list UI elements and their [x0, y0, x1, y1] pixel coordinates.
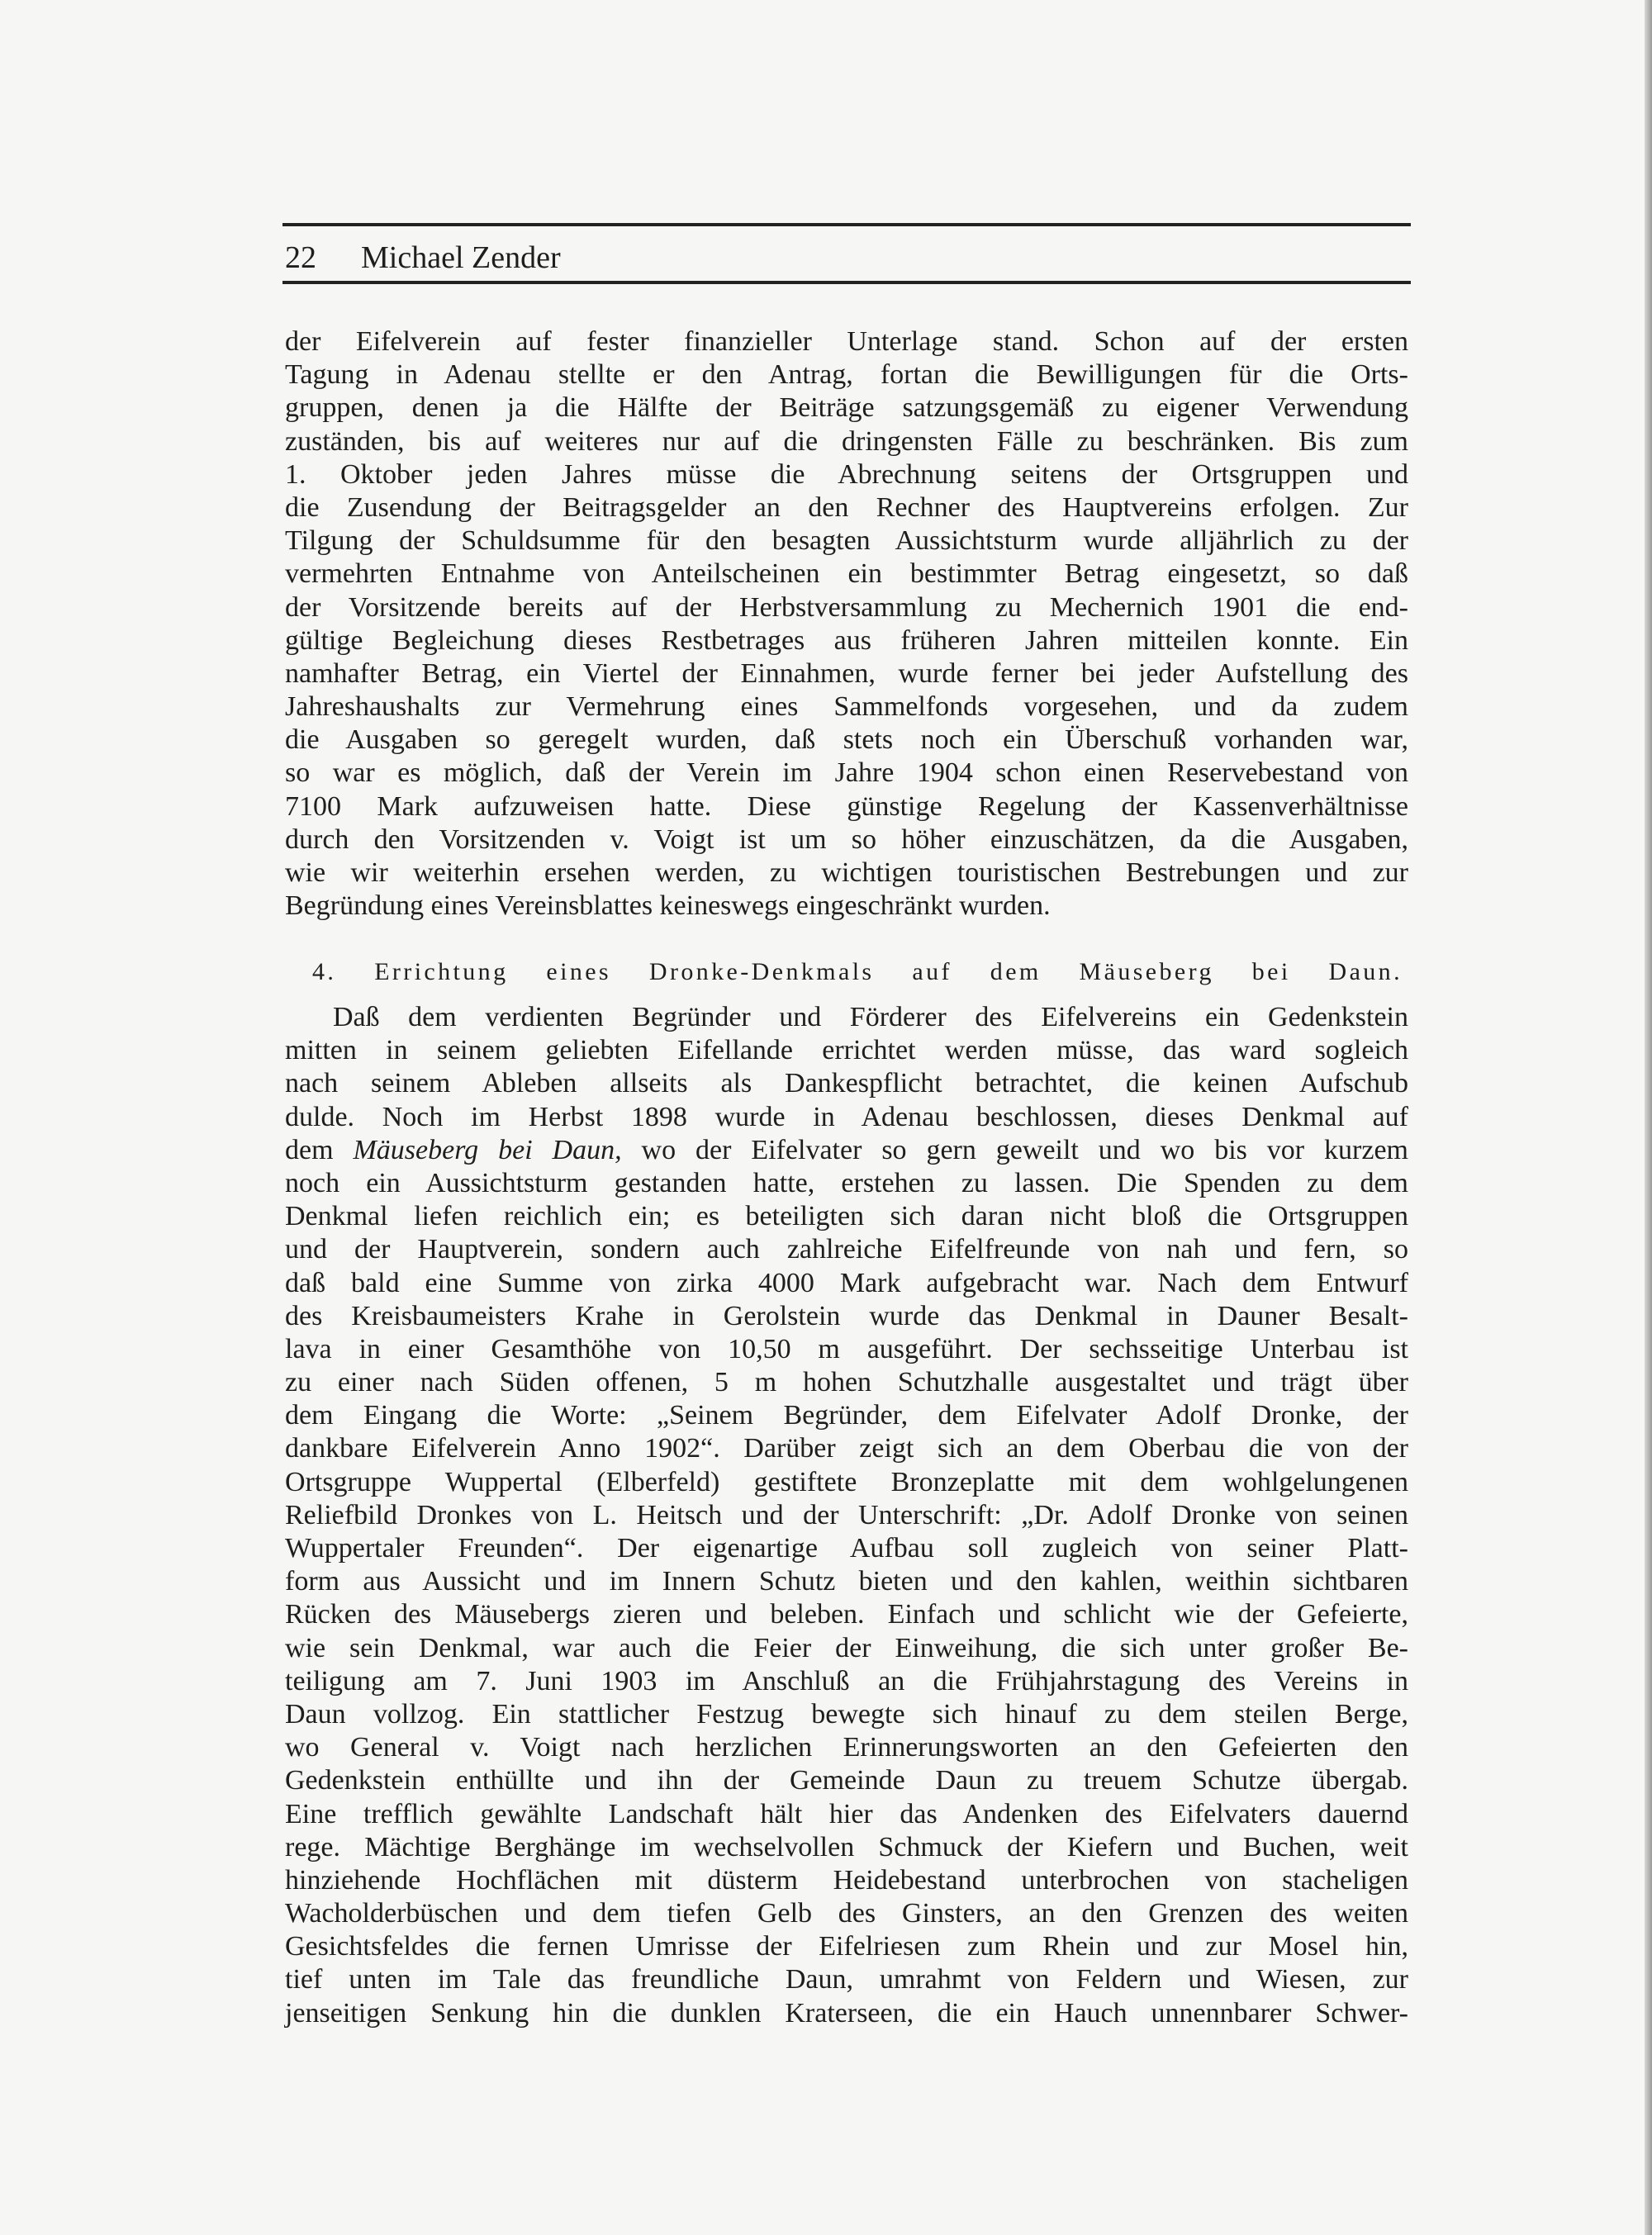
text-line: form aus Aussicht und im Innern Schutz bieten und den kahlen, weithin sichtbaren — [285, 1566, 1408, 1597]
text-line: mitten in seinem geliebten Eifellande errichtet werden müsse, das ward sogleich — [285, 1035, 1408, 1066]
text-line: namhafter Betrag, ein Viertel der Einnahmen, wurde ferner bei jeder Aufstellung des — [285, 657, 1408, 689]
text-line: wie wir weiterhin ersehen werden, zu wichtigen touristischen Bestrebungen und zur — [285, 857, 1408, 888]
text-line: wie sein Denkmal, war auch die Feier der Einweihung, die sich unter großer Be- — [285, 1632, 1408, 1663]
text-line: Tilgung der Schuldsumme für den besagten Aussichtsturm wurde alljährlich zu der — [285, 525, 1408, 557]
text-line: Daß dem verdienten Begründer und Förderer des Eifelvereins ein Gedenkstein — [333, 1002, 1408, 1032]
text-line: und der Hauptverein, sondern auch zahlreiche Eifelfreunde von nah und fern, so — [285, 1234, 1408, 1265]
text-line: Ortsgruppe Wuppertal (Elberfeld) gestiftete Bronzeplatte mit dem wohlgelungenen — [285, 1466, 1408, 1497]
page-edge-shadow — [1645, 0, 1652, 2235]
text-line: gruppen, denen ja die Hälfte der Beiträge satzungsgemäß zu eigener Verwendung — [285, 392, 1408, 424]
text-line: Wuppertaler Freunden“. Der eigenartige Aufbau soll zugleich von seiner Platt- — [285, 1533, 1408, 1564]
text-line: Jahreshaushalts zur Vermehrung eines Sammelfonds vorgesehen, und da zudem — [285, 691, 1408, 723]
text-line: vermehrten Entnahme von Anteilscheinen ein bestimmter Betrag eingesetzt, so daß — [285, 558, 1408, 590]
text-line: Gesichtsfeldes die fernen Umrisse der Eifelriesen zum Rhein und zur Mosel hin, — [285, 1931, 1408, 1962]
text-line: daß bald eine Summe von zirka 4000 Mark aufgebracht war. Nach dem Entwurf — [285, 1267, 1408, 1298]
text-line: rege. Mächtige Berghänge im wechselvollen Schmuck der Kiefern und Buchen, weit — [285, 1831, 1408, 1862]
text-line: 7100 Mark aufzuweisen hatte. Diese günstige Regelung der Kassenverhältnisse — [285, 790, 1408, 822]
text-line: Begründung eines Vereinsblattes keineswegs eingeschränkt wurden. — [285, 890, 1051, 922]
text-line: zuständen, bis auf weiteres nur auf die dringensten Fälle zu beschränken. Bis zum — [285, 425, 1408, 457]
text-line: dem Eingang die Worte: „Seinem Begründer, dem Eifelvater Adolf Dronke, der — [285, 1400, 1408, 1431]
text-segment: wo der Eifelvater so gern geweilt und wo bis vor kurzem — [621, 1134, 1409, 1165]
text-line: 1. Oktober jeden Jahres müsse die Abrechnung seitens der Ortsgruppen und — [285, 458, 1408, 490]
text-line: nach seinem Ableben allseits als Dankespflicht betrachtet, die keinen Aufschub — [285, 1068, 1408, 1099]
text-line: die Zusendung der Beitragsgelder an den Rechner des Hauptvereins erfolgen. Zur — [285, 491, 1408, 523]
text-line: der Vorsitzende bereits auf der Herbstversammlung zu Mechernich 1901 die end- — [285, 591, 1408, 623]
text-line: dankbare Eifelverein Anno 1902“. Darüber zeigt sich an dem Oberbau die von der — [285, 1433, 1408, 1464]
text-line: wo General v. Voigt nach herzlichen Erinnerungsworten an den Gefeierten den — [285, 1732, 1408, 1763]
text-line: tief unten im Tale das freundliche Daun, umrahmt von Feldern und Wiesen, zur — [285, 1964, 1408, 1995]
text-line: Wacholderbüschen und dem tiefen Gelb des Ginsters, an den Grenzen des weiten — [285, 1898, 1408, 1929]
text-line: die Ausgaben so geregelt wurden, daß stets noch ein Überschuß vorhanden war, — [285, 724, 1408, 756]
text-line: dulde. Noch im Herbst 1898 wurde in Adenau beschlossen, dieses Denkmal auf — [285, 1101, 1408, 1132]
text-line: Daun vollzog. Ein stattlicher Festzug bewegte sich hinauf zu dem steilen Berge, — [285, 1698, 1408, 1730]
running-author: Michael Zender — [361, 240, 561, 275]
text-line: Tagung in Adenau stellte er den Antrag, fortan die Bewilligungen für die Orts- — [285, 359, 1408, 391]
text-line: teiligung am 7. Juni 1903 im Anschluß an die Frühjahrstagung des Vereins in — [285, 1665, 1408, 1696]
text-segment: dem — [285, 1134, 354, 1165]
text-line: noch ein Aussichtsturm gestanden hatte, erstehen zu lassen. Die Spenden zu dem — [285, 1167, 1408, 1198]
page-number: 22 — [285, 240, 316, 275]
text-line — [285, 1134, 1408, 1167]
paragraph-1 — [285, 325, 1408, 923]
paragraph-2 — [285, 1001, 1408, 2030]
text-line: Reliefbild Dronkes von L. Heitsch und der Unterschrift: „Dr. Adolf Dronke von seinen — [285, 1499, 1408, 1530]
text-line: Eine trefflich gewählte Landschaft hält hier das Andenken des Eifelvaters dauernd — [285, 1798, 1408, 1829]
text-line: so war es möglich, daß der Verein im Jahre 1904 schon einen Reservebestand von — [285, 757, 1408, 789]
text-line: hinziehende Hochflächen mit düsterm Heidebestand unterbrochen von stacheligen — [285, 1864, 1408, 1896]
text-line: zu einer nach Süden offenen, 5 m hohen Schutzhalle ausgestaltet und trägt über — [285, 1367, 1408, 1398]
text-line: der Eifelverein auf fester finanzieller Unterlage stand. Schon auf der ersten — [285, 326, 1408, 357]
text-line: durch den Vorsitzenden v. Voigt ist um so höher einzuschätzen, da die Ausgaben, — [285, 823, 1408, 855]
text-line: jenseitigen Senkung hin die dunklen Kraterseen, die ein Hauch unnennbarer Schwer- — [285, 1997, 1408, 2029]
text-line: Rücken des Mäusebergs zieren und beleben. Einfach und schlicht wie der Gefeierte, — [285, 1599, 1408, 1630]
header-rule-bottom — [282, 281, 1411, 284]
text-line: Gedenkstein enthüllte und ihn der Gemeinde Daun zu treuem Schutze übergab. — [285, 1765, 1408, 1796]
text-line: Denkmal liefen reichlich ein; es beteiligten sich daran nicht bloß die Ortsgruppen — [285, 1201, 1408, 1232]
section-heading: 4. Errichtung eines Dronke-Denkmals auf dem Mäuseberg bei Daun. — [312, 958, 1403, 985]
header-rule-top — [282, 223, 1411, 226]
italic-place-name: Mäuseberg bei Daun, — [353, 1134, 622, 1165]
text-line: lava in einer Gesamthöhe von 10,50 m ausgeführt. Der sechsseitige Unterbau ist — [285, 1333, 1408, 1364]
running-header — [285, 238, 1408, 278]
text-line: gültige Begleichung dieses Restbetrages aus früheren Jahren mitteilen konnte. Ein — [285, 624, 1408, 656]
text-line: des Kreisbaumeisters Krahe in Gerolstein wurde das Denkmal in Dauner Besalt- — [285, 1300, 1408, 1331]
